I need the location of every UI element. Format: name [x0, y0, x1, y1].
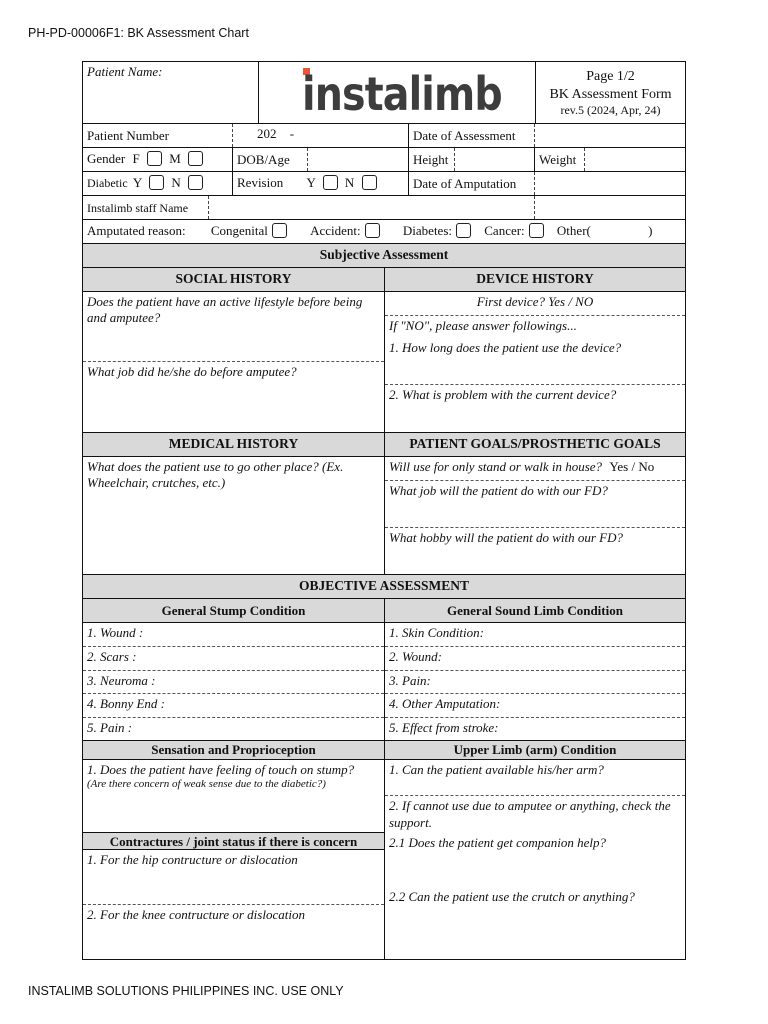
- reason-cancer-checkbox[interactable]: [529, 223, 544, 238]
- patient-number-row: [83, 124, 685, 148]
- revision-no-label: N: [344, 175, 355, 190]
- patient-number-prefix: 202: [257, 126, 277, 141]
- sound-limb-condition-title: General Sound Limb Condition: [385, 599, 685, 622]
- form-revision: rev.5 (2024, Apr, 24): [560, 103, 661, 117]
- date-of-assessment-field[interactable]: [535, 124, 685, 147]
- weight-label: Weight: [535, 148, 585, 171]
- stump-item[interactable]: 4. Bonny End :: [83, 694, 384, 718]
- diabetic-row: [83, 172, 685, 196]
- subjective-assessment-title: Subjective Assessment: [83, 244, 685, 268]
- reason-congenital-checkbox[interactable]: [272, 223, 287, 238]
- history-headers: [83, 268, 685, 292]
- diabetic-label: Diabetic: [87, 176, 128, 190]
- sensation-question-note: (Are there concern of weak sense due to the diabetic?): [87, 778, 326, 791]
- upper-limb-section: [385, 741, 685, 959]
- diabetic-no-checkbox[interactable]: [188, 175, 203, 190]
- sound-limb-item[interactable]: 4. Other Amputation:: [385, 694, 685, 718]
- stump-condition-title: General Stump Condition: [83, 599, 385, 622]
- goals-section: [385, 457, 685, 574]
- gender-row: [83, 148, 685, 172]
- revision-label: Revision: [237, 175, 284, 190]
- gender-m-checkbox[interactable]: [188, 151, 203, 166]
- reason-cancer-label: Cancer:: [484, 223, 525, 238]
- footer-note: INSTALIMB SOLUTIONS PHILIPPINES INC. USE ONLY: [28, 984, 344, 998]
- contracture-knee-question[interactable]: 2. For the knee contructure or dislocation: [87, 907, 305, 922]
- date-of-amputation-label: Date of Amputation: [409, 172, 535, 195]
- sensation-upper-limb-body: [83, 741, 685, 959]
- stump-item[interactable]: 2. Scars :: [83, 647, 384, 671]
- patient-name-field[interactable]: [83, 62, 259, 123]
- patient-name-label: Patient Name:: [87, 64, 163, 79]
- upper-limb-question-arm[interactable]: 1. Can the patient available his/her arm?: [385, 760, 685, 796]
- gender-field: [83, 148, 233, 171]
- stump-item[interactable]: 3. Neuroma :: [83, 671, 384, 694]
- document-code: PH-PD-00006F1: BK Assessment Chart: [28, 26, 249, 40]
- social-question-job[interactable]: What job did he/she do before amputee?: [87, 364, 297, 379]
- staff-name-label: Instalimb staff Name: [83, 196, 209, 219]
- sound-limb-item[interactable]: 2. Wound:: [385, 647, 685, 671]
- staff-name-row: [83, 196, 685, 220]
- form-info: [536, 62, 685, 123]
- staff-name-extra-field[interactable]: [535, 196, 685, 219]
- logo-area: [259, 62, 536, 123]
- gender-m-label: M: [169, 151, 181, 166]
- height-label: Height: [409, 148, 455, 171]
- gender-f-label: F: [132, 151, 140, 166]
- history-body: [83, 292, 685, 433]
- gender-label: Gender: [87, 151, 126, 166]
- amputated-reason-field: [83, 220, 685, 243]
- revision-yes-checkbox[interactable]: [323, 175, 338, 190]
- goals-question-stand-walk[interactable]: [385, 457, 685, 481]
- goals-question-job[interactable]: What job will the patient do with our FD?: [385, 481, 685, 528]
- reason-diabetes-checkbox[interactable]: [456, 223, 471, 238]
- patient-number-dash: -: [289, 126, 295, 141]
- diabetic-no-label: N: [171, 175, 181, 190]
- stump-item[interactable]: 1. Wound :: [83, 623, 384, 647]
- sensation-question-text: 1. Does the patient have feeling of touch on stump?: [87, 762, 355, 777]
- reason-accident-checkbox[interactable]: [365, 223, 380, 238]
- dob-age-label: DOB/Age: [233, 148, 308, 171]
- if-no-instruction: If "NO", please answer followings...: [389, 318, 577, 333]
- medical-history-title: MEDICAL HISTORY: [83, 433, 385, 456]
- condition-headers: [83, 599, 685, 623]
- form-title: BK Assessment Form: [549, 86, 672, 102]
- date-of-amputation-field[interactable]: [535, 172, 685, 195]
- sensation-question[interactable]: [83, 760, 384, 832]
- objective-assessment-title: OBJECTIVE ASSESSMENT: [83, 575, 685, 599]
- contracture-hip-question[interactable]: 1. For the hip contructure or dislocation: [83, 850, 384, 905]
- reason-other-label: Other(: [556, 223, 591, 238]
- contractures-title: Contractures / joint status if there is concern: [83, 832, 384, 850]
- revision-field: [233, 172, 409, 195]
- medical-goals-body: [83, 457, 685, 575]
- diabetic-field: [83, 172, 233, 195]
- weight-field[interactable]: [585, 148, 685, 171]
- sound-limb-condition-list: [385, 623, 685, 740]
- stump-item[interactable]: 5. Pain :: [87, 720, 133, 735]
- diabetic-yes-label: Y: [132, 175, 142, 190]
- amputated-reason-row: [83, 220, 685, 244]
- dob-age-field[interactable]: [308, 148, 409, 171]
- social-question-lifestyle[interactable]: Does the patient have an active lifestyle before being and amputee?: [83, 292, 384, 362]
- sound-limb-item[interactable]: 5. Effect from stroke:: [389, 720, 499, 735]
- assessment-form: [82, 61, 686, 960]
- gender-f-checkbox[interactable]: [147, 151, 162, 166]
- date-of-assessment-label: Date of Assessment: [409, 124, 535, 147]
- upper-limb-question-crutch[interactable]: 2.2 Can the patient use the crutch or anything?: [389, 889, 635, 904]
- goals-question-stand-walk-options: Yes / No: [609, 459, 655, 474]
- upper-limb-title: Upper Limb (arm) Condition: [385, 741, 685, 760]
- revision-no-checkbox[interactable]: [362, 175, 377, 190]
- upper-limb-question-companion[interactable]: 2.1 Does the patient get companion help?: [389, 835, 606, 850]
- amputated-reason-label: Amputated reason:: [87, 223, 186, 238]
- diabetic-yes-checkbox[interactable]: [149, 175, 164, 190]
- device-history-title: DEVICE HISTORY: [385, 268, 685, 291]
- medical-goals-headers: [83, 433, 685, 457]
- condition-body: [83, 623, 685, 741]
- device-history-section: [385, 292, 685, 432]
- revision-yes-label: Y: [306, 175, 316, 190]
- sensation-contracture-section: [83, 741, 385, 959]
- patient-goals-title: PATIENT GOALS/PROSTHETIC GOALS: [385, 433, 685, 456]
- page-number: Page 1/2: [586, 69, 635, 84]
- form-header: [83, 62, 685, 124]
- stump-condition-list: [83, 623, 385, 740]
- patient-number-field[interactable]: [233, 124, 409, 147]
- sound-limb-item[interactable]: 3. Pain:: [385, 671, 685, 694]
- goals-question-stand-walk-text: Will use for only stand or walk in house?: [389, 459, 603, 474]
- reason-congenital-label: Congenital: [210, 223, 268, 238]
- first-device-question[interactable]: First device? Yes / NO: [385, 292, 685, 316]
- staff-name-field[interactable]: [209, 196, 535, 219]
- reason-accident-label: Accident:: [310, 223, 361, 238]
- patient-number-label: Patient Number: [83, 124, 233, 147]
- device-question-duration[interactable]: 1. How long does the patient use the device?: [385, 338, 685, 385]
- goals-question-hobby[interactable]: What hobby will the patient do with our FD?: [389, 530, 623, 545]
- social-history-title: SOCIAL HISTORY: [83, 268, 385, 291]
- device-question-problem[interactable]: 2. What is problem with the current device?: [389, 387, 617, 402]
- medical-question-mobility[interactable]: What does the patient use to go other place? (Ex. Wheelchair, crutches, etc.): [83, 457, 385, 574]
- instalimb-logo: instalimb: [302, 67, 502, 121]
- social-history-section: [83, 292, 385, 432]
- reason-diabetes-label: Diabetes:: [402, 223, 452, 238]
- upper-limb-question-support: 2. If cannot use due to amputee or anything, check the support.: [389, 798, 671, 830]
- reason-other-close: ): [648, 223, 653, 238]
- sound-limb-item[interactable]: 1. Skin Condition:: [385, 623, 685, 647]
- sensation-title: Sensation and Proprioception: [83, 741, 384, 760]
- height-field[interactable]: [455, 148, 535, 171]
